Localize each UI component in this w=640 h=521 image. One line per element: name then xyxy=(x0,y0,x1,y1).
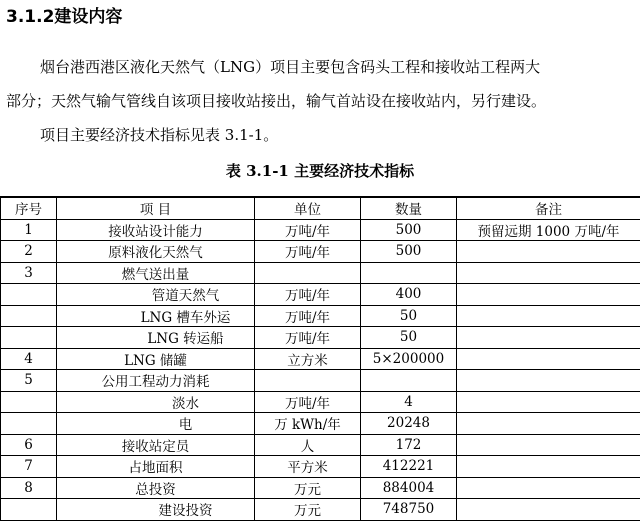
table-row xyxy=(1,305,640,327)
table-row xyxy=(1,348,640,370)
cell-item: 占地面积 xyxy=(57,456,255,478)
table-row xyxy=(1,284,640,306)
header-unit: 单位 xyxy=(255,197,361,219)
cell-no: 2 xyxy=(1,241,57,263)
table-row xyxy=(1,477,640,499)
cell-qty: 884004 xyxy=(361,477,457,499)
cell-item: LNG 槽车外运 xyxy=(57,305,255,327)
cell-unit: 平方米 xyxy=(255,456,361,478)
paragraph-table-reference: 项目主要经济技术指标见表 3.1-1。 xyxy=(40,124,640,146)
cell-note xyxy=(457,262,640,284)
cell-unit: 万元 xyxy=(255,477,361,499)
cell-note xyxy=(457,305,640,327)
cell-unit: 万吨/年 xyxy=(255,327,361,349)
cell-no: 7 xyxy=(1,456,57,478)
table-row xyxy=(1,391,640,413)
cell-note xyxy=(457,456,640,478)
table-row xyxy=(1,262,640,284)
cell-no: 4 xyxy=(1,348,57,370)
cell-item: 原料液化天然气 xyxy=(57,241,255,263)
cell-qty: 500 xyxy=(361,241,457,263)
cell-qty xyxy=(361,262,457,284)
cell-unit: 万 kWh/年 xyxy=(255,413,361,435)
cell-item: 管道天然气 xyxy=(57,284,255,306)
cell-item: 淡水 xyxy=(57,391,255,413)
cell-unit: 万吨/年 xyxy=(255,284,361,306)
cell-item: 接收站设计能力 xyxy=(57,219,255,241)
table-row xyxy=(1,241,640,263)
header-qty: 数量 xyxy=(361,197,457,219)
cell-no xyxy=(1,413,57,435)
table-row xyxy=(1,327,640,349)
cell-item: 总投资 xyxy=(57,477,255,499)
cell-qty: 5×200000 xyxy=(361,348,457,370)
cell-qty: 172 xyxy=(361,434,457,456)
cell-qty: 500 xyxy=(361,219,457,241)
cell-qty: 50 xyxy=(361,327,457,349)
cell-qty: 20248 xyxy=(361,413,457,435)
cell-item: 公用工程动力消耗 xyxy=(57,370,255,392)
table-caption: 表 3.1-1 主要经济技术指标 xyxy=(0,160,640,182)
cell-note xyxy=(457,327,640,349)
cell-no xyxy=(1,391,57,413)
section-heading: 3.1.2建设内容 xyxy=(6,6,122,28)
cell-unit: 万吨/年 xyxy=(255,391,361,413)
cell-qty: 400 xyxy=(361,284,457,306)
cell-unit: 万吨/年 xyxy=(255,305,361,327)
cell-qty: 412221 xyxy=(361,456,457,478)
cell-no: 5 xyxy=(1,370,57,392)
cell-qty: 50 xyxy=(361,305,457,327)
cell-no xyxy=(1,284,57,306)
cell-note xyxy=(457,391,640,413)
cell-note xyxy=(457,348,640,370)
cell-unit: 万吨/年 xyxy=(255,219,361,241)
kpi-table xyxy=(0,196,640,521)
cell-unit xyxy=(255,370,361,392)
cell-qty: 748750 xyxy=(361,499,457,521)
cell-qty xyxy=(361,370,457,392)
cell-unit: 立方米 xyxy=(255,348,361,370)
paragraph-pipeline: 部分；天然气输气管线自该项目接收站接出，输气首站设在接收站内，另行建设。 xyxy=(6,90,640,112)
cell-no: 6 xyxy=(1,434,57,456)
cell-item: 燃气送出量 xyxy=(57,262,255,284)
cell-item: 电 xyxy=(57,413,255,435)
cell-no: 8 xyxy=(1,477,57,499)
table-body xyxy=(1,219,640,520)
header-no: 序号 xyxy=(1,197,57,219)
table-header-row xyxy=(1,197,640,219)
cell-note xyxy=(457,284,640,306)
cell-item: 建设投资 xyxy=(57,499,255,521)
paragraph-project-scope: 烟台港西港区液化天然气（LNG）项目主要包含码头工程和接收站工程两大 xyxy=(40,56,640,78)
cell-note xyxy=(457,370,640,392)
table-row xyxy=(1,456,640,478)
table-row xyxy=(1,413,640,435)
cell-no xyxy=(1,327,57,349)
header-item: 项 目 xyxy=(57,197,255,219)
cell-unit xyxy=(255,262,361,284)
cell-no: 1 xyxy=(1,219,57,241)
cell-item: LNG 转运船 xyxy=(57,327,255,349)
cell-unit: 万元 xyxy=(255,499,361,521)
cell-unit: 万吨/年 xyxy=(255,241,361,263)
cell-note xyxy=(457,477,640,499)
cell-item: 接收站定员 xyxy=(57,434,255,456)
cell-note xyxy=(457,434,640,456)
cell-qty: 4 xyxy=(361,391,457,413)
header-note: 备注 xyxy=(457,197,640,219)
table-row xyxy=(1,219,640,241)
cell-note xyxy=(457,413,640,435)
cell-no: 3 xyxy=(1,262,57,284)
cell-unit: 人 xyxy=(255,434,361,456)
table-row xyxy=(1,434,640,456)
table-row xyxy=(1,370,640,392)
cell-no xyxy=(1,305,57,327)
cell-note: 预留远期 1000 万吨/年 xyxy=(457,219,640,241)
cell-item: LNG 储罐 xyxy=(57,348,255,370)
cell-note xyxy=(457,241,640,263)
